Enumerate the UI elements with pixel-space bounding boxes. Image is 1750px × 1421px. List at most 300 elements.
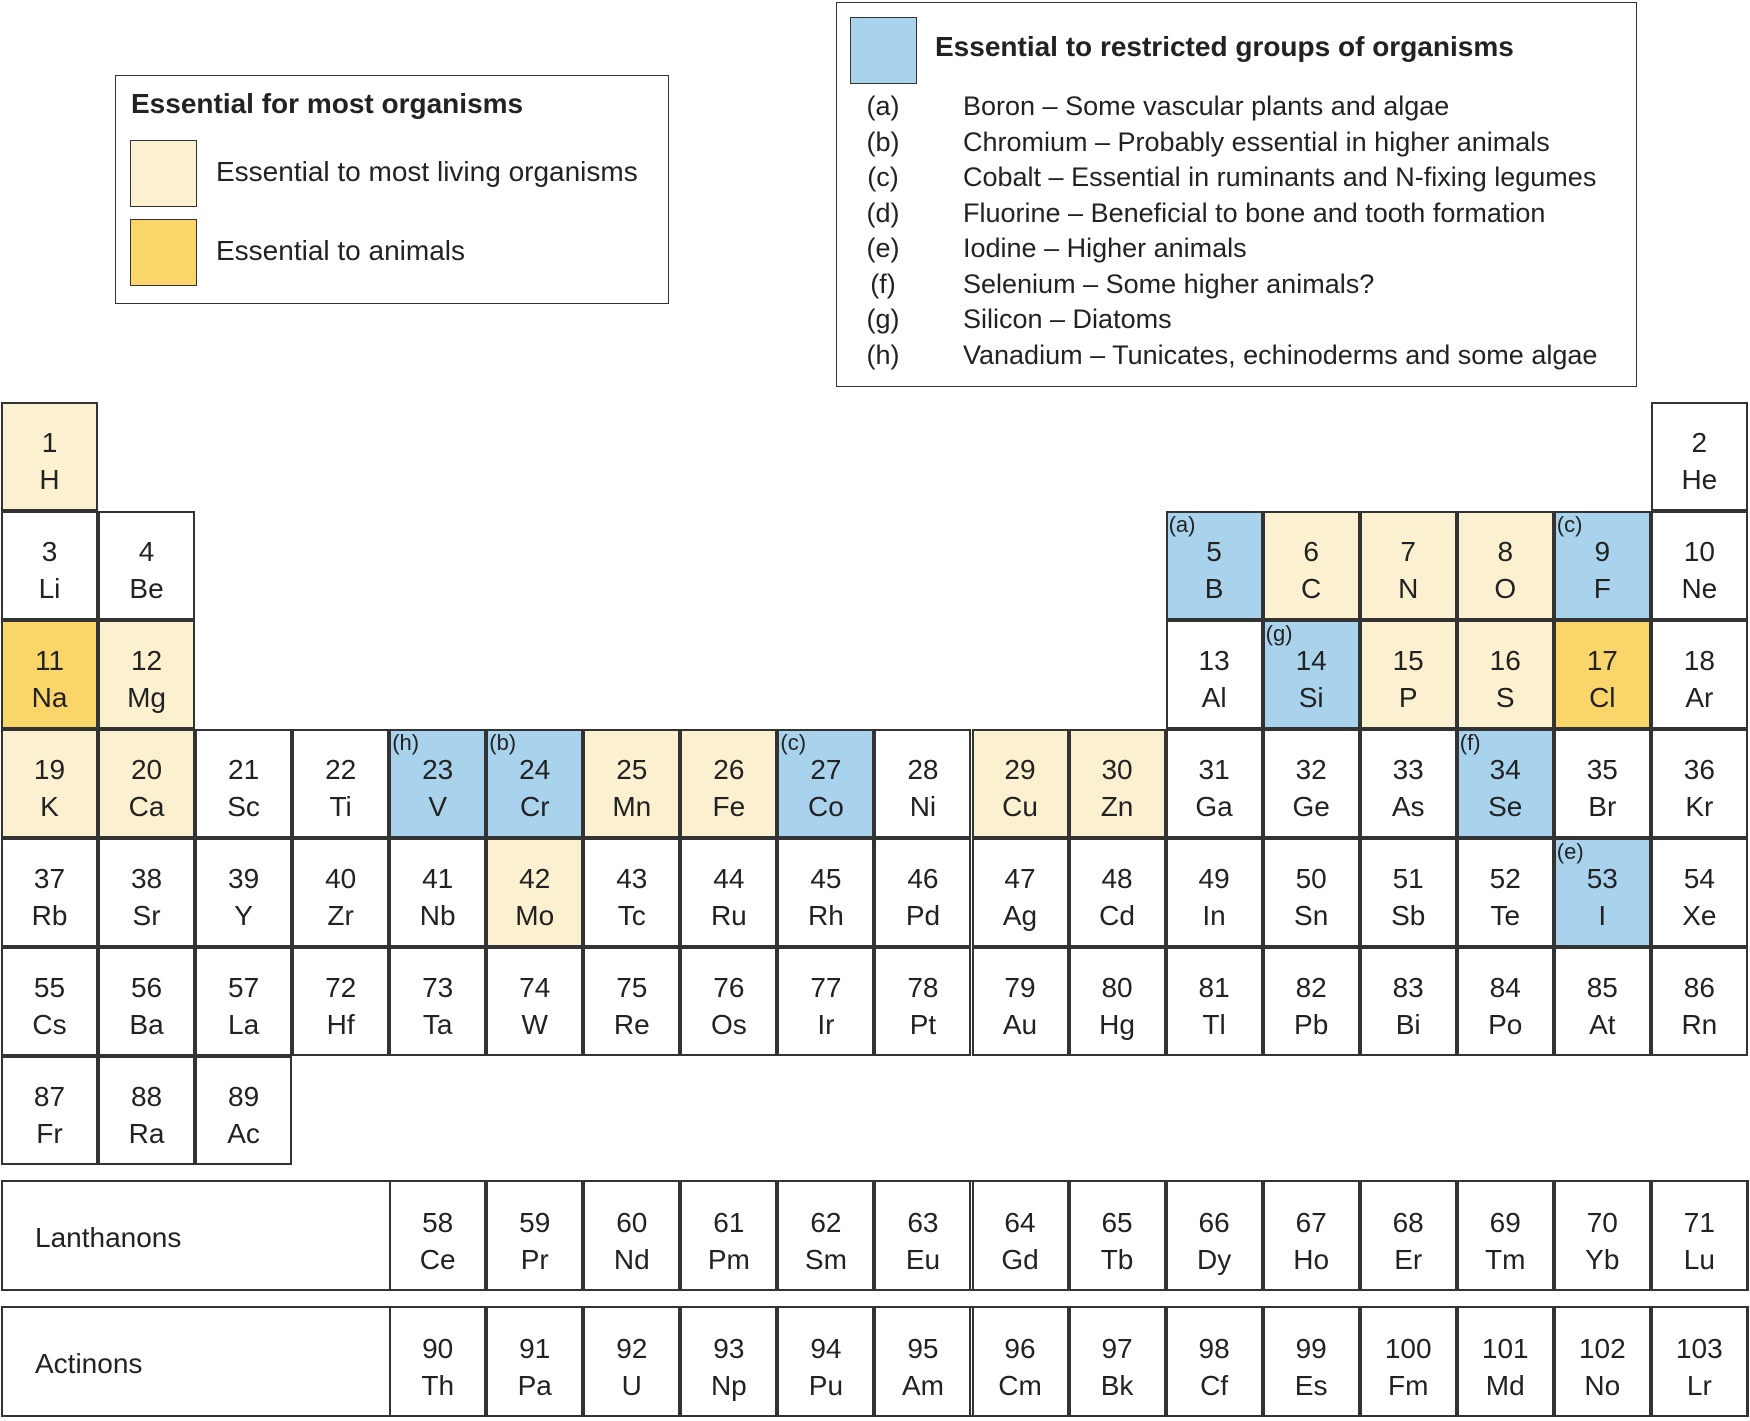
element-cell-np (680, 1306, 777, 1417)
atomic-number: 15 (1392, 645, 1424, 676)
note-letter: (b) (866, 126, 900, 157)
element-cell-er (1360, 1180, 1457, 1291)
element-cell-n (1360, 511, 1457, 620)
element-cell-pu (777, 1306, 874, 1417)
note-letter: (g) (866, 304, 900, 334)
element-symbol: H (39, 464, 60, 495)
element-symbol: Hf (326, 1009, 355, 1040)
atomic-number: 1 (41, 427, 58, 458)
series-row-lanthanons (1, 1180, 1749, 1291)
atomic-number: 77 (810, 972, 842, 1003)
element-cell-yb (1554, 1180, 1651, 1291)
element-cell-ag (972, 838, 1069, 947)
element-symbol: Zr (327, 900, 354, 931)
atomic-number: 32 (1295, 754, 1327, 785)
element-cell-te (1457, 838, 1554, 947)
atomic-number: 89 (228, 1081, 260, 1112)
element-symbol: Po (1488, 1009, 1523, 1040)
atomic-number: 2 (1691, 427, 1708, 458)
element-symbol: Sb (1391, 900, 1426, 931)
note-text: Vanadium – Tunicates, echinoderms and some algae (963, 339, 1598, 370)
atomic-number: 24 (519, 754, 551, 785)
atomic-number: 60 (616, 1207, 648, 1238)
atomic-number: 26 (713, 754, 745, 785)
element-symbol: Rn (1681, 1009, 1718, 1040)
element-cell-si (1263, 620, 1360, 729)
element-symbol: Cu (1002, 791, 1038, 822)
atomic-number: 10 (1683, 536, 1715, 567)
atomic-number: 53 (1586, 863, 1618, 894)
atomic-number: 85 (1586, 972, 1618, 1003)
element-cell-cs (1, 947, 98, 1056)
atomic-number: 38 (130, 863, 163, 894)
atomic-number: 51 (1392, 863, 1424, 894)
element-symbol: Na (31, 682, 68, 713)
atomic-number: 7 (1400, 536, 1416, 567)
element-symbol: Tc (617, 900, 646, 931)
atomic-number: 47 (1004, 863, 1036, 894)
element-cell-as (1360, 729, 1457, 838)
element-cell-mo (486, 838, 583, 947)
atomic-number: 14 (1295, 645, 1327, 676)
atomic-number: 84 (1489, 972, 1521, 1003)
element-symbol: Ne (1681, 573, 1718, 604)
atomic-number: 99 (1295, 1333, 1327, 1364)
element-note-marker: (b) (489, 730, 517, 755)
legend-label-animals: Essential to animals (216, 235, 466, 266)
element-symbol: Nb (419, 900, 456, 931)
element-cell-ca (98, 729, 195, 838)
element-symbol: Zn (1100, 791, 1134, 822)
element-cell-h (1, 402, 98, 511)
element-symbol: Au (1002, 1009, 1038, 1040)
note-text: Iodine – Higher animals (963, 233, 1247, 263)
element-symbol: He (1681, 464, 1718, 495)
element-cell-gd (972, 1180, 1069, 1291)
element-symbol: Pd (905, 900, 941, 931)
atomic-number: 31 (1198, 754, 1230, 785)
atomic-number: 102 (1578, 1333, 1626, 1364)
element-cell-bi (1360, 947, 1457, 1056)
element-symbol: Fe (712, 791, 746, 822)
atomic-number: 91 (519, 1333, 551, 1364)
element-cell-ta (389, 947, 486, 1056)
atomic-number: 74 (519, 972, 551, 1003)
atomic-number: 88 (130, 1081, 163, 1112)
element-cell-i (1554, 838, 1651, 947)
element-symbol: Ni (909, 791, 937, 822)
element-cell-ge (1263, 729, 1360, 838)
element-cell-f (1554, 511, 1651, 620)
element-cell-hg (1069, 947, 1166, 1056)
element-cell-cd (1069, 838, 1166, 947)
element-symbol: Cr (519, 791, 550, 822)
element-symbol: Cs (32, 1009, 67, 1040)
element-symbol: No (1584, 1370, 1621, 1401)
element-symbol: At (1589, 1009, 1616, 1040)
element-note-marker: (c) (780, 730, 807, 755)
atomic-number: 66 (1198, 1207, 1230, 1238)
element-cell-ho (1263, 1180, 1360, 1291)
element-cell-y (195, 838, 292, 947)
element-cell-dy (1166, 1180, 1263, 1291)
atomic-number: 28 (907, 754, 939, 785)
atomic-number: 65 (1101, 1207, 1133, 1238)
element-symbol: Eu (905, 1244, 941, 1275)
atomic-number: 83 (1392, 972, 1424, 1003)
atomic-number: 94 (810, 1333, 842, 1364)
element-symbol: Mo (515, 900, 555, 931)
element-symbol: Cm (998, 1370, 1042, 1401)
legend-label-most-living: Essential to most living organisms (216, 156, 638, 187)
element-symbol: Xe (1682, 900, 1717, 931)
element-symbol: Br (1588, 791, 1617, 822)
atomic-number: 75 (616, 972, 648, 1003)
element-cell-po (1457, 947, 1554, 1056)
atomic-number: 23 (422, 754, 454, 785)
element-cell-cu (972, 729, 1069, 838)
element-cell-lr (1651, 1306, 1748, 1417)
element-cell-ga (1166, 729, 1263, 838)
atomic-number: 21 (228, 754, 260, 785)
element-cell-b (1166, 511, 1263, 620)
element-symbol: As (1391, 791, 1425, 822)
element-cell-tm (1457, 1180, 1554, 1291)
note-text: Chromium – Probably essential in higher animals (963, 126, 1550, 157)
atomic-number: 45 (810, 863, 842, 894)
element-symbol: Sm (804, 1244, 847, 1275)
element-symbol: Ca (128, 791, 165, 822)
atomic-number: 92 (616, 1333, 648, 1364)
element-cell-co (777, 729, 874, 838)
atomic-number: 72 (325, 972, 357, 1003)
element-note-marker: (f) (1459, 730, 1481, 755)
element-symbol: Lr (1686, 1370, 1712, 1401)
atomic-number: 13 (1198, 645, 1230, 676)
element-symbol: O (1494, 573, 1517, 604)
element-cell-ra (98, 1056, 195, 1165)
element-cell-c (1263, 511, 1360, 620)
element-symbol: Rb (31, 900, 68, 931)
element-symbol: Pb (1294, 1009, 1329, 1040)
element-symbol: In (1202, 900, 1226, 931)
element-cell-fe (680, 729, 777, 838)
element-cell-cr (486, 729, 583, 838)
element-symbol: Kr (1685, 791, 1714, 822)
element-symbol: Pu (808, 1370, 844, 1401)
element-symbol: Cf (1200, 1370, 1229, 1401)
element-symbol: Sn (1294, 900, 1329, 931)
element-cell-mn (583, 729, 680, 838)
atomic-number: 96 (1004, 1333, 1036, 1364)
atomic-number: 41 (422, 863, 454, 894)
atomic-number: 54 (1683, 863, 1715, 894)
series-label: Lanthanons (35, 1222, 182, 1253)
element-cell-hf (292, 947, 389, 1056)
element-symbol: Ac (227, 1118, 260, 1149)
atomic-number: 82 (1295, 972, 1327, 1003)
element-cell-se (1457, 729, 1554, 838)
element-symbol: Am (901, 1370, 944, 1401)
element-cell-cf (1166, 1306, 1263, 1417)
element-cell-eu (874, 1180, 971, 1291)
element-symbol: Cl (1589, 682, 1616, 713)
atomic-number: 67 (1295, 1207, 1327, 1238)
element-symbol: Ce (419, 1244, 456, 1275)
element-cell-ti (292, 729, 389, 838)
element-symbol: Es (1294, 1370, 1328, 1401)
atomic-number: 9 (1594, 536, 1611, 567)
element-cell-v (389, 729, 486, 838)
element-symbol: Li (38, 573, 61, 604)
atomic-number: 5 (1206, 536, 1222, 567)
element-cell-la (195, 947, 292, 1056)
atomic-number: 46 (907, 863, 939, 894)
element-cell-u (583, 1306, 680, 1417)
atomic-number: 6 (1303, 536, 1319, 567)
element-symbol: Md (1485, 1370, 1525, 1401)
element-note-marker: (h) (392, 730, 420, 755)
element-symbol: Re (613, 1009, 650, 1040)
element-cell-mg (98, 620, 195, 729)
element-cell-tl (1166, 947, 1263, 1056)
element-symbol: Yb (1585, 1244, 1620, 1275)
element-cell-s (1457, 620, 1554, 729)
atomic-number: 103 (1675, 1333, 1723, 1364)
element-cell-sc (195, 729, 292, 838)
atomic-number: 29 (1004, 754, 1036, 785)
atomic-number: 61 (713, 1207, 745, 1238)
atomic-number: 95 (907, 1333, 939, 1364)
element-symbol: Ho (1293, 1244, 1330, 1275)
element-cell-zn (1069, 729, 1166, 838)
atomic-number: 30 (1101, 754, 1133, 785)
element-cell-kr (1651, 729, 1748, 838)
atomic-number: 36 (1683, 754, 1715, 785)
element-cell-ba (98, 947, 195, 1056)
element-symbol: Sr (132, 900, 161, 931)
element-cell-md (1457, 1306, 1554, 1417)
atomic-number: 70 (1586, 1207, 1618, 1238)
atomic-number: 80 (1101, 972, 1133, 1003)
element-cell-be (98, 511, 195, 620)
element-symbol: C (1301, 573, 1322, 604)
atomic-number: 63 (907, 1207, 939, 1238)
element-symbol: Ra (128, 1118, 165, 1149)
element-cell-re (583, 947, 680, 1056)
element-cell-th (389, 1306, 486, 1417)
atomic-number: 20 (130, 754, 163, 785)
atomic-number: 49 (1198, 863, 1230, 894)
atomic-number: 73 (422, 972, 454, 1003)
element-cell-na (1, 620, 98, 729)
element-symbol: Sc (227, 791, 260, 822)
element-cell-cl (1554, 620, 1651, 729)
element-cell-rh (777, 838, 874, 947)
element-cell-nd (583, 1180, 680, 1291)
note-text: Cobalt – Essential in ruminants and N-fixing legumes (963, 162, 1597, 192)
series-row-actinons (1, 1306, 1749, 1417)
element-cell-rn (1651, 947, 1748, 1056)
element-symbol: Mn (612, 791, 652, 822)
atomic-number: 39 (228, 863, 260, 894)
element-cell-es (1263, 1306, 1360, 1417)
atomic-number: 12 (130, 645, 163, 676)
atomic-number: 50 (1295, 863, 1327, 894)
atomic-number: 37 (33, 863, 66, 894)
element-cell-pr (486, 1180, 583, 1291)
element-symbol: K (40, 791, 59, 822)
element-cell-no (1554, 1306, 1651, 1417)
element-symbol: Be (129, 573, 164, 604)
element-symbol: Se (1488, 791, 1523, 822)
element-cell-w (486, 947, 583, 1056)
atomic-number: 27 (810, 754, 842, 785)
element-symbol: Tl (1202, 1009, 1226, 1040)
element-symbol: I (1598, 900, 1607, 931)
atomic-number: 86 (1683, 972, 1715, 1003)
element-symbol: Gd (1001, 1244, 1039, 1275)
atomic-number: 101 (1481, 1333, 1529, 1364)
element-symbol: N (1398, 573, 1419, 604)
legend-most-title: Essential for most organisms (131, 88, 524, 119)
atomic-number: 90 (422, 1333, 454, 1364)
element-symbol: W (521, 1009, 548, 1040)
element-note-marker: (e) (1556, 839, 1584, 864)
atomic-number: 68 (1392, 1207, 1424, 1238)
note-letter: (c) (867, 162, 899, 192)
atomic-number: 8 (1497, 536, 1514, 567)
element-symbol: La (228, 1009, 260, 1040)
element-cell-pa (486, 1306, 583, 1417)
note-text: Fluorine – Beneficial to bone and tooth formation (963, 197, 1546, 228)
element-cell-at (1554, 947, 1651, 1056)
atomic-number: 56 (130, 972, 163, 1003)
element-symbol: Ti (329, 791, 352, 822)
element-symbol: P (1398, 682, 1418, 713)
atomic-number: 71 (1683, 1207, 1715, 1238)
element-symbol: Ir (817, 1009, 835, 1040)
element-cell-k (1, 729, 98, 838)
note-letter: (h) (866, 339, 900, 370)
element-symbol: Tb (1100, 1244, 1134, 1275)
element-cell-li (1, 511, 98, 620)
element-cell-o (1457, 511, 1554, 620)
element-cell-os (680, 947, 777, 1056)
element-symbol: S (1495, 682, 1515, 713)
element-cell-rb (1, 838, 98, 947)
element-symbol: U (621, 1370, 642, 1401)
element-cell-tc (583, 838, 680, 947)
element-symbol: Cd (1099, 900, 1135, 931)
element-cell-pd (874, 838, 971, 947)
element-symbol: Ag (1002, 900, 1038, 931)
element-symbol: Te (1490, 900, 1521, 931)
atomic-number: 98 (1198, 1333, 1230, 1364)
atomic-number: 43 (616, 863, 648, 894)
element-symbol: Fr (36, 1118, 63, 1149)
element-symbol: Bi (1395, 1009, 1421, 1040)
element-cell-ir (777, 947, 874, 1056)
note-text: Boron – Some vascular plants and algae (963, 91, 1450, 121)
element-symbol: V (428, 791, 448, 822)
element-symbol: Y (234, 900, 253, 931)
element-cell-sm (777, 1180, 874, 1291)
element-symbol: Pr (520, 1244, 549, 1275)
element-symbol: Er (1394, 1244, 1423, 1275)
element-cell-ne (1651, 511, 1748, 620)
atomic-number: 52 (1489, 863, 1521, 894)
element-cell-he (1651, 402, 1748, 511)
note-text: Silicon – Diatoms (963, 304, 1172, 334)
atomic-number: 78 (907, 972, 939, 1003)
atomic-number: 69 (1489, 1207, 1521, 1238)
atomic-number: 55 (33, 972, 66, 1003)
element-symbol: Np (710, 1370, 747, 1401)
element-symbol: Si (1298, 682, 1324, 713)
atomic-number: 35 (1586, 754, 1618, 785)
element-cell-nb (389, 838, 486, 947)
element-note-marker: (c) (1556, 512, 1583, 537)
atomic-number: 100 (1384, 1333, 1432, 1364)
element-cell-ce (389, 1180, 486, 1291)
atomic-number: 42 (519, 863, 551, 894)
atomic-number: 33 (1392, 754, 1424, 785)
element-cell-bk (1069, 1306, 1166, 1417)
element-symbol: Lu (1683, 1244, 1715, 1275)
element-symbol: Mg (127, 682, 166, 713)
element-symbol: Rh (807, 900, 844, 931)
element-cell-pm (680, 1180, 777, 1291)
element-symbol: Bk (1100, 1370, 1134, 1401)
element-symbol: Hg (1099, 1009, 1135, 1040)
element-cell-lu (1651, 1180, 1748, 1291)
note-letter: (d) (866, 197, 900, 228)
element-note-marker: (a) (1168, 512, 1196, 537)
element-symbol: Ba (129, 1009, 164, 1040)
atomic-number: 44 (713, 863, 745, 894)
element-cell-br (1554, 729, 1651, 838)
atomic-number: 18 (1683, 645, 1715, 676)
atomic-number: 40 (325, 863, 357, 894)
element-symbol: Th (421, 1370, 455, 1401)
element-cell-sb (1360, 838, 1457, 947)
element-note-marker: (g) (1265, 621, 1293, 646)
element-symbol: F (1593, 573, 1611, 604)
series-label: Actinons (35, 1348, 143, 1379)
atomic-number: 16 (1489, 645, 1521, 676)
element-symbol: Os (710, 1009, 747, 1040)
note-letter: (e) (866, 233, 900, 263)
atomic-number: 62 (810, 1207, 842, 1238)
element-cell-zr (292, 838, 389, 947)
element-cell-p (1360, 620, 1457, 729)
atomic-number: 25 (616, 754, 648, 785)
atomic-number: 4 (138, 536, 155, 567)
atomic-number: 87 (33, 1081, 66, 1112)
element-cell-tb (1069, 1180, 1166, 1291)
element-cell-au (972, 947, 1069, 1056)
element-symbol: Ge (1292, 791, 1330, 822)
element-symbol: Ga (1195, 791, 1233, 822)
element-cell-xe (1651, 838, 1748, 947)
element-cell-fm (1360, 1306, 1457, 1417)
element-cell-ru (680, 838, 777, 947)
element-symbol: Co (807, 791, 844, 822)
element-cell-pt (874, 947, 971, 1056)
atomic-number: 93 (713, 1333, 745, 1364)
element-cell-fr (1, 1056, 98, 1165)
